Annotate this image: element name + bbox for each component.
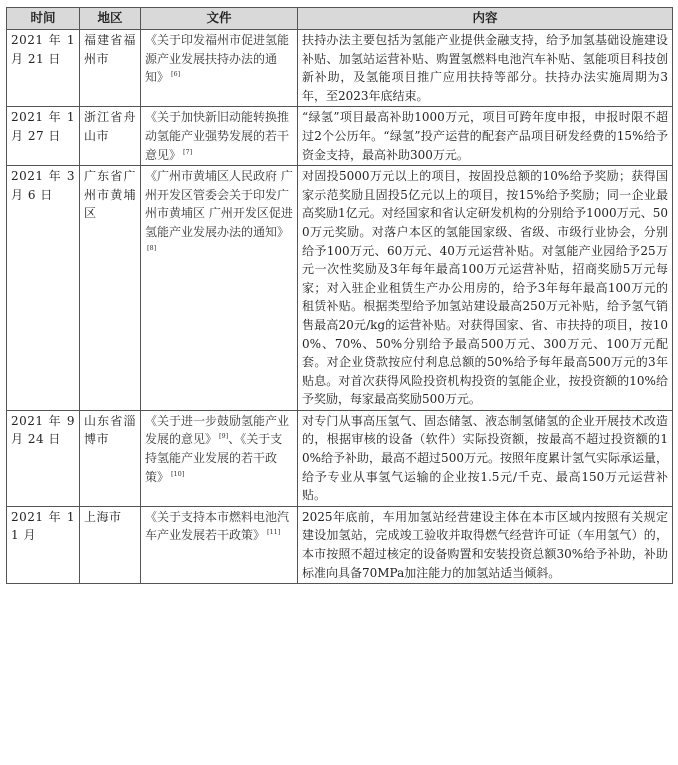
- cell-document: [141, 166, 298, 411]
- cell-time: 2021 年 9 月 24 日: [7, 410, 80, 506]
- document-title: 《关于进一步鼓励氢能产业发展的意见》: [145, 413, 290, 447]
- cell-document: [141, 410, 298, 506]
- reference-marker: [10]: [171, 469, 185, 478]
- cell-document: [141, 107, 298, 166]
- document-title: 《关于支持本市燃料电池汽车产业发展若干政策》: [145, 509, 290, 543]
- policy-table: [6, 7, 673, 584]
- cell-region: 山东省淄博市: [80, 410, 141, 506]
- header-content: 内容: [298, 8, 673, 30]
- cell-region: 广东省广州市黄埔区: [80, 166, 141, 411]
- table-row: [7, 410, 673, 506]
- table-row: [7, 506, 673, 583]
- table-body: [7, 30, 673, 584]
- table-row: [7, 30, 673, 107]
- cell-time: 2021 年 3 月 6 日: [7, 166, 80, 411]
- header-row: [7, 8, 673, 30]
- header-document: 文件: [141, 8, 298, 30]
- table-header: [7, 8, 673, 30]
- cell-time: 2021 年 1 月 21 日: [7, 30, 80, 107]
- document-title: 《关于加快新旧动能转换推动氢能产业强势发展的若干意见》: [145, 110, 290, 162]
- reference-marker: [7]: [183, 147, 193, 156]
- header-time: 时间: [7, 8, 80, 30]
- cell-region: 福建省福州市: [80, 30, 141, 107]
- cell-document: [141, 30, 298, 107]
- reference-marker: [11]: [267, 528, 281, 537]
- document-title: 《广州市黄埔区人民政府 广州开发区管委会关于印发广州市黄埔区 广州开发区促进氢能产业发展办法的通知》: [145, 169, 293, 239]
- cell-region: 上海市: [80, 506, 141, 583]
- cell-time: 2021 年 11 月: [7, 506, 80, 583]
- cell-content: 2025年底前，车用加氢站经营建设主体在本市区域内按照有关规定建设加氢站，完成竣工验收并取得燃气经营许可证（车用氢气）的，本市按照不超过核定的设备购置和安装投资总额30%给予补助，补助标准向具备70MPa加注能力的加氢站适当倾斜。: [298, 506, 673, 583]
- cell-time: 2021 年 1 月 27 日: [7, 107, 80, 166]
- table-row: [7, 166, 673, 411]
- cell-content: 对专门从事高压氢气、固态储氢、液态制氢储氢的企业开展技术改造的，根据审核的设备（软件）实际投资额，按最高不超过投资额的10%给予补助，最高不超过500万元。按照年度累计氢气实际承运量，给予专业从事氢气运输的企业按1.5元/千克、最高150万元运营补贴。: [298, 410, 673, 506]
- cell-region: 浙江省舟山市: [80, 107, 141, 166]
- cell-content: 扶持办法主要包括为氢能产业提供金融支持，给予加氢基础设施建设补贴、加氢站运营补贴、购置氢燃料电池汽车补贴、氢能项目科技创新补助，及氢能项目推广应用扶持等部分。扶持办法实施周期为3年，至2023年底结束。: [298, 30, 673, 107]
- table-row: [7, 107, 673, 166]
- reference-marker: [9]: [219, 432, 229, 441]
- cell-content: “绿氢”项目最高补助1000万元，项目可跨年度申报，申报时限不超过2个公历年。“绿氢”投产运营的配套产品项目研发经费的15%给予资金支持，最高补助300万元。: [298, 107, 673, 166]
- document-title-second: 、《关于支持氢能产业发展的若干政策》: [145, 432, 283, 484]
- header-region: 地区: [80, 8, 141, 30]
- reference-marker: [6]: [171, 70, 181, 79]
- cell-document: [141, 506, 298, 583]
- document-title: 《关于印发福州市促进氢能源产业发展扶持办法的通知》: [145, 33, 290, 85]
- reference-marker: [8]: [147, 243, 157, 252]
- cell-content: 对固投5000万元以上的项目，按固投总额的10%给予奖励；获得国家示范奖励且固投5亿元以上的项目，按15%给予奖励；同一企业最高奖励1亿元。对经国家和省认定研发机构的分别给予1000万元、500万元奖励。对落户本区的氢能国家级、省级、市级行业协会，分别给予100万元、60万元、40万元运营补贴。对氢能产业园给予25万元一次性奖励及3年每年最高100万元运营补贴，招商奖励5万元每家；对入驻企业租赁生产办公用房的，给予3年每年最高100万元的租赁补贴。根据类型给予加氢站建设最高250万元补贴，给予氢气销售最高20元/kg的运营补贴。对获得国家、省、市扶持的项目，按100%、70%、50%分别给予最高500万元、300万元、100万元配套。对企业贷款按应付利息总额的50%给予每年最高500万元的3年贴息。对首次获得风险投资机构投资的氢能企业，按投资额的10%给予奖励，每家最高奖励500万元。: [298, 166, 673, 411]
